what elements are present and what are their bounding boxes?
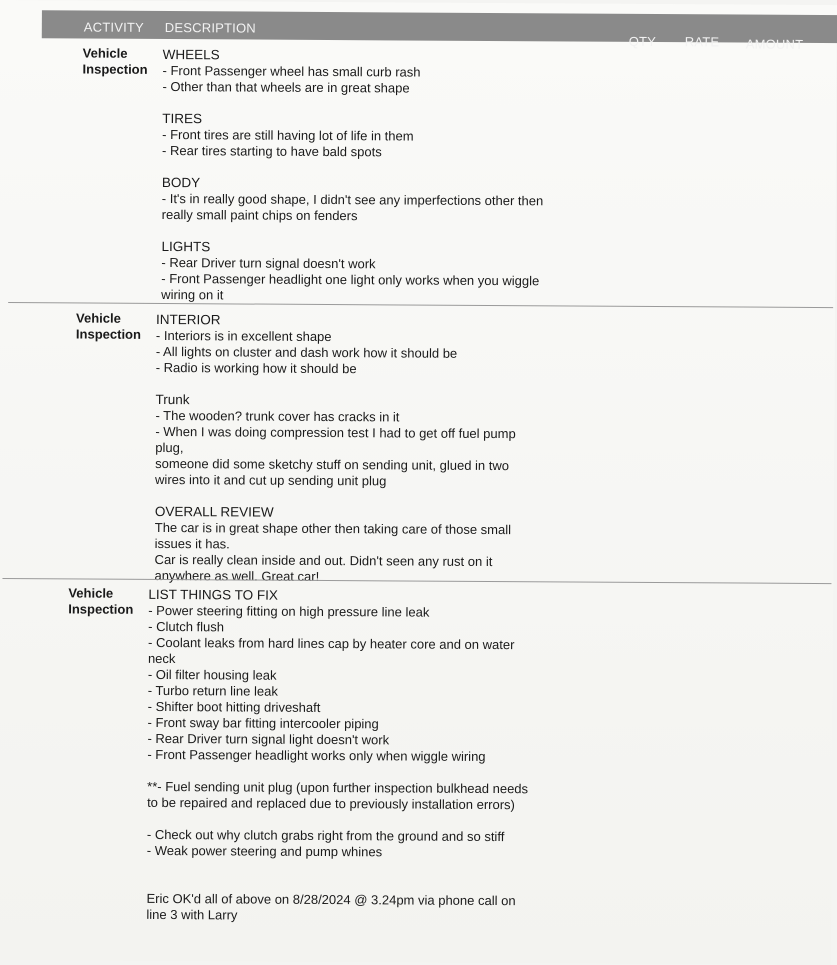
header-description: DESCRIPTION bbox=[164, 20, 256, 36]
line: - Front Passenger headlight works only when wiggle wiring bbox=[147, 746, 486, 764]
line: - Front Passenger wheel has small curb rash bbox=[162, 62, 421, 80]
section-body bbox=[162, 175, 582, 226]
section-tires bbox=[162, 111, 582, 162]
section-interior bbox=[156, 312, 576, 379]
table-header bbox=[42, 10, 837, 52]
section-title: Trunk bbox=[155, 391, 190, 408]
line: - All lights on cluster and dash work how it should be bbox=[155, 343, 458, 361]
line: - Clutch flush bbox=[148, 618, 225, 635]
line: - Front sway bar fitting intercooler piping bbox=[147, 714, 379, 732]
line: - Rear tires starting to have bald spots bbox=[162, 142, 382, 160]
line: - When I was doing compression test I had to get off fuel pump bbox=[155, 423, 516, 442]
row-3-description bbox=[146, 587, 588, 942]
line: - It's in really good shape, I didn't see any imperfections other then bbox=[161, 190, 544, 209]
section-title: INTERIOR bbox=[156, 311, 221, 328]
line: wiring on it bbox=[161, 286, 224, 303]
line: - Power steering fitting on high pressure line leak bbox=[148, 602, 430, 620]
section-wheels bbox=[162, 47, 582, 98]
header-amount: AMOUNT bbox=[745, 36, 804, 52]
line: issues it has. bbox=[154, 535, 230, 552]
line: - Front Passenger headlight one light only works when you wiggle bbox=[161, 270, 540, 289]
line: wires into it and cut up sending unit plug bbox=[155, 471, 387, 489]
line: - Coolant leaks from hard lines cap by heater core and on water bbox=[148, 634, 515, 653]
line: - Rear Driver turn signal light doesn't work bbox=[147, 730, 390, 748]
header-activity: ACTIVITY bbox=[83, 19, 144, 35]
row-2-description bbox=[154, 312, 576, 603]
section-title: WHEELS bbox=[162, 46, 220, 63]
section-clutch-notes bbox=[147, 827, 587, 862]
line: plug, bbox=[155, 439, 184, 456]
line: really small paint chips on fenders bbox=[161, 206, 358, 224]
line: - Check out why clutch grabs right from the ground and so stiff bbox=[146, 826, 505, 845]
line: to be repaired and replaced due to previously installation errors) bbox=[147, 794, 515, 813]
section-trunk bbox=[155, 392, 576, 491]
row-2-activity: Vehicle Inspection bbox=[75, 310, 142, 342]
section-lights bbox=[161, 239, 581, 306]
section-title: LIST THINGS TO FIX bbox=[148, 586, 278, 603]
line: line 3 with Larry bbox=[146, 906, 238, 923]
line: - Front tires are still having lot of life in them bbox=[162, 126, 414, 144]
section-title: LIGHTS bbox=[161, 238, 211, 255]
line: The car is in great shape other then taking care of those small bbox=[154, 519, 512, 538]
line: anywhere as well. Great car! bbox=[154, 567, 320, 584]
line: - The wooden? trunk cover has cracks in it bbox=[155, 407, 400, 425]
section-approval-note bbox=[146, 875, 586, 926]
line: someone did some sketchy stuff on sending unit, glued in two bbox=[155, 455, 510, 474]
section-title: TIRES bbox=[162, 110, 203, 127]
line: - Turbo return line leak bbox=[147, 682, 278, 699]
line: - Oil filter housing leak bbox=[147, 666, 277, 683]
section-title: BODY bbox=[161, 174, 201, 191]
line: - Radio is working how it should be bbox=[155, 359, 357, 377]
line: - Rear Driver turn signal doesn't work bbox=[161, 254, 376, 272]
line: Car is really clean inside and out. Didn't seen any rust on it bbox=[154, 551, 493, 570]
section-title: OVERALL REVIEW bbox=[154, 503, 274, 520]
section-list-things-to-fix bbox=[147, 587, 588, 766]
line: - Shifter boot hitting driveshaft bbox=[147, 698, 321, 715]
header-rate: RATE bbox=[684, 34, 720, 50]
line: - Other than that wheels are in great shape bbox=[162, 78, 410, 96]
line: - Weak power steering and pump whines bbox=[146, 842, 383, 860]
row-1-activity: Vehicle Inspection bbox=[82, 45, 148, 77]
line: **- Fuel sending unit plug (upon further inspection bulkhead needs bbox=[147, 778, 529, 797]
line: neck bbox=[147, 650, 176, 667]
section-fuel-sending-unit bbox=[147, 779, 587, 814]
line: - Interiors is in excellent shape bbox=[155, 327, 332, 345]
row-1-description bbox=[161, 47, 583, 322]
row-3-activity: Vehicle Inspection bbox=[68, 585, 134, 617]
section-overall-review bbox=[154, 504, 574, 587]
header-qty: QTY bbox=[628, 33, 657, 50]
line: Eric OK'd all of above on 8/28/2024 @ 3.24pm via phone call on bbox=[146, 890, 516, 909]
